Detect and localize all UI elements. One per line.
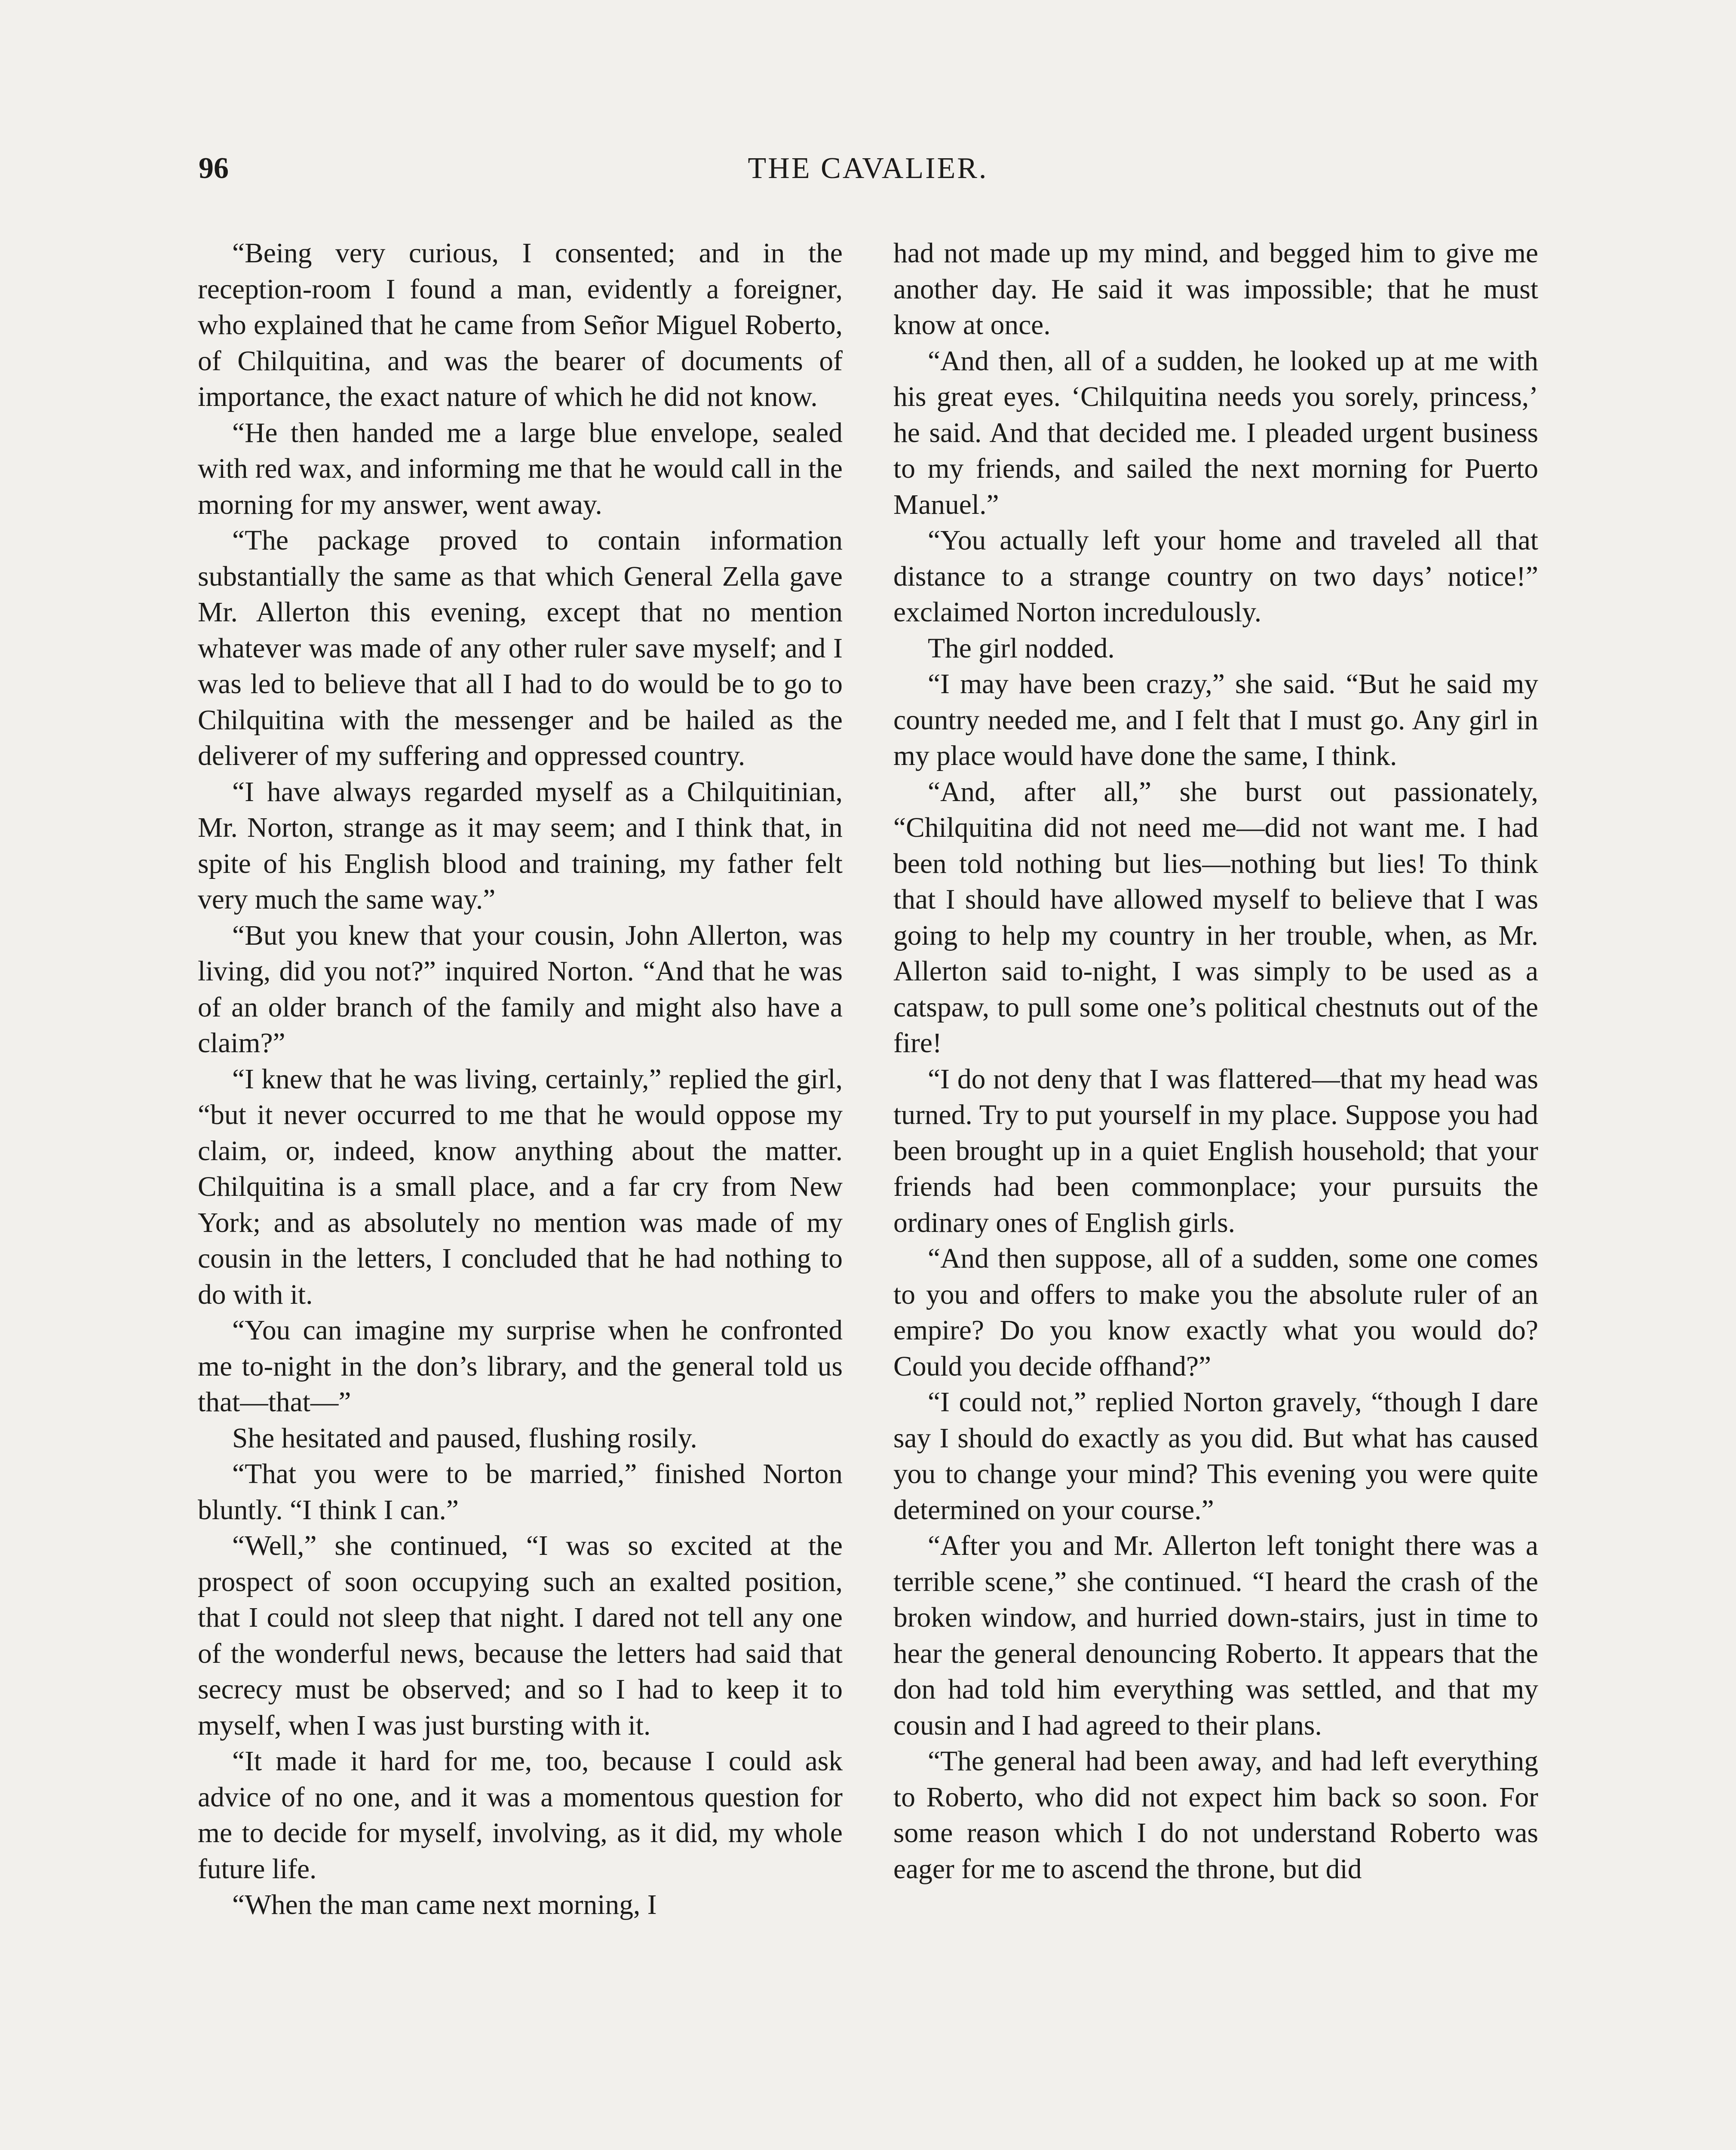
paragraph: “After you and Mr. Allerton left tonight there was a terrible scene,” she continued. “I heard the crash of the broken window, and hurried down-stairs, just in time to hear the general denouncing Roberto. It appears that the don had told him everything was settled, and that my cousin and I had agreed to their plans. (893, 1530, 1538, 1741)
paragraph: “When the man came next morning, I (232, 1889, 657, 1920)
paragraph: “That you were to be married,” finished Norton bluntly. “I think I can.” (198, 1459, 843, 1526)
paragraph: “And, after all,” she burst out passionately, “Chilquitina did not need me—did not want me. I had been told nothing but lies—nothing but lies! To think that I should have allowed myself to believe that I was going to help my country in her trouble, when, as Mr. Allerton said to-night, I was simply to be used as a catspaw, to pull some one’s political chestnuts out of the fire! (893, 776, 1538, 1059)
paragraph: “I have always regarded myself as a Chilquitinian, Mr. Norton, strange as it may seem; and I think that, in spite of his English blood and training, my father felt very much the same way.” (198, 776, 843, 915)
paragraph: “I do not deny that I was flattered—that my head was turned. Try to put yourself in my place. Suppose you had been brought up in a quiet English household; that your friends had been commonplace; your pursuits the ordinary ones of English girls. (893, 1063, 1538, 1238)
paragraph: She hesitated and paused, flushing rosily. (232, 1422, 697, 1454)
paragraph: “Being very curious, I consented; and in the reception-room I found a man, evidently a foreigner, who explained that he came from Señor Miguel Roberto, of Chilquitina, and was the bearer of documents of importance, the exact nature of which he did not know. (198, 238, 843, 412)
paragraph: “The package proved to contain information substantially the same as that which General Zella gave Mr. Allerton this evening, except that no mention whatever was made of any other ruler save myself; and I was led to believe that all I had to do would be to go to Chilquitina with the messenger and be hailed as the deliverer of my suffering and oppressed country. (198, 525, 843, 771)
paragraph: “But you knew that your cousin, John Allerton, was living, did you not?” inquired Norton. “And that he was of an older branch of the family and might also have a claim?” (198, 920, 843, 1059)
right-column (893, 236, 1538, 1887)
paragraph: “The general had been away, and had left everything to Roberto, who did not expect him back so soon. For some reason which I do not understand Roberto was eager for me to ascend the throne, but did (893, 1746, 1538, 1885)
paragraph: “I could not,” replied Norton gravely, “though I dare say I should do exactly as you did. But what has caused you to change your mind? This evening you were quite determined on your course.” (893, 1387, 1538, 1526)
paragraph: “And then, all of a sudden, he looked up at me with his great eyes. ‘Chilquitina needs you sorely, princess,’ he said. And that decided me. I pleaded urgent business to my friends, and sailed the next morning for Puerto Manuel.” (893, 345, 1538, 520)
paragraph: “And then suppose, all of a sudden, some one comes to you and offers to make you the absolute ruler of an empire? Do you know exactly what you would do? Could you decide offhand?” (893, 1243, 1538, 1382)
paragraph: “I may have been crazy,” she said. “But he said my country needed me, and I felt that I must go. Any girl in my place would have done the same, I think. (893, 669, 1538, 771)
paragraph: “You actually left your home and traveled all that distance to a strange country on two days’ notice!” exclaimed Norton incredulously. (893, 525, 1538, 628)
paragraph: “You can imagine my surprise when he confronted me to-night in the don’s library, and the general told us that—that—” (198, 1315, 843, 1418)
paragraph: The girl nodded. (928, 633, 1115, 664)
paragraph: “Well,” she continued, “I was so excited at the prospect of soon occupying such an exalted position, that I could not sleep that night. I dared not tell any one of the wonderful news, because the letters had said that secrecy must be observed; and so I had to keep it to myself, when I was just bursting with it. (198, 1530, 843, 1741)
paragraph: “It made it hard for me, too, because I could ask advice of no one, and it was a momentous question for me to decide for myself, involving, as it did, my whole future life. (198, 1746, 843, 1885)
running-title: THE CAVALIER. (748, 152, 988, 185)
paragraph: “I knew that he was living, certainly,” replied the girl, “but it never occurred to me that he would oppose my claim, or, indeed, know anything about the matter. Chilquitina is a small place, and a far cry from New York; and as absolutely no mention was made of my cousin in the letters, I concluded that he had nothing to do with it. (198, 1063, 843, 1310)
paragraph-continuation: had not made up my mind, and begged him to give me another day. He said it was impossible; that he must know at once. (893, 238, 1538, 341)
page-number: 96 (199, 152, 229, 185)
paragraph: “He then handed me a large blue envelope, sealed with red wax, and informing me that he would call in the morning for my answer, went away. (198, 417, 843, 520)
left-column (198, 236, 843, 1923)
